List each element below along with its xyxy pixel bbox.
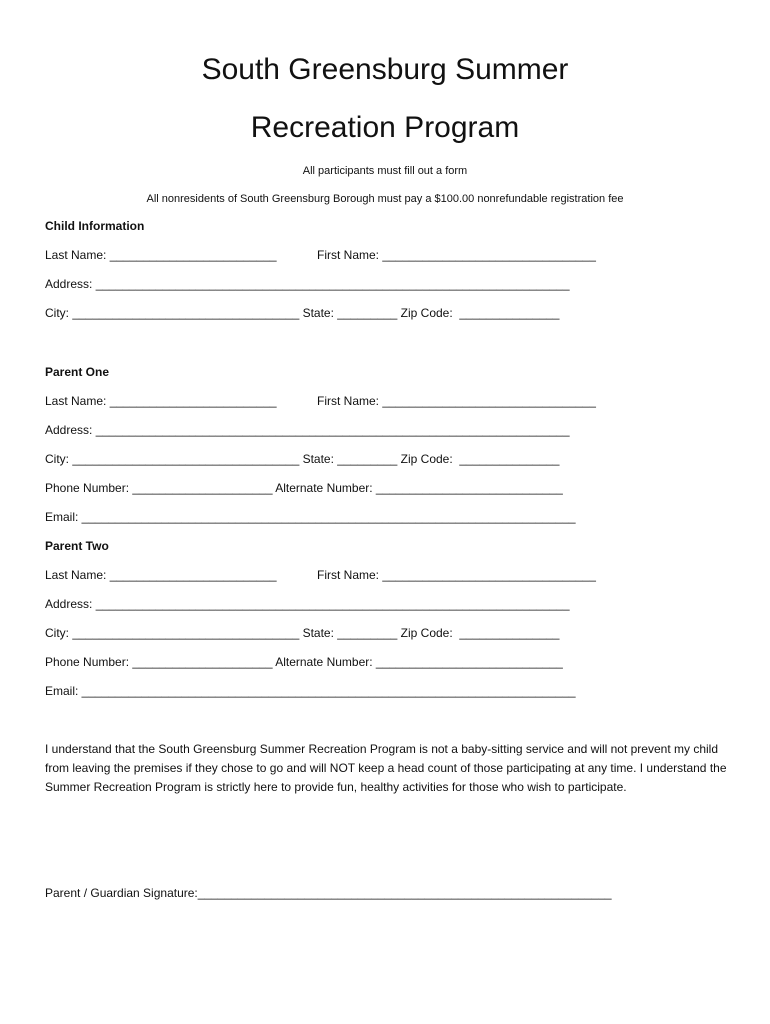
parent-one-city-state-zip-field[interactable]: City: __________________________________ State: _________ Zip Code: _______________ [45,452,560,466]
parent-one-first-name-field[interactable]: First Name: ________________________________ [317,394,596,408]
parent-two-email-field[interactable]: Email: __________________________________________________________________________ [45,684,576,698]
understanding-statement: I understand that the South Greensburg Summer Recreation Program is not a baby-sitting service and will not prevent my child from leaving the premises if they chose to go and will NOT keep a head count of those participating at any time. I understand the Summer Recreation Program is strictly here to provide fun, healthy activities for those who wish to participate. [45,742,727,794]
child-information-heading: Child Information [45,219,145,233]
parent-one-last-name-field[interactable]: Last Name: _________________________ [45,394,277,408]
parent-one-heading: Parent One [45,365,110,379]
child-last-name-field[interactable]: Last Name: _________________________ [45,248,277,262]
parent-two-city-state-zip-field[interactable]: City: __________________________________ State: _________ Zip Code: _______________ [45,626,560,640]
form-title-line-1: South Greensburg Summer [201,53,569,86]
parent-guardian-signature-field[interactable]: Parent / Guardian Signature:______________________________________________________________ [45,886,612,900]
parent-two-first-name-field[interactable]: First Name: ________________________________ [317,568,596,582]
child-city-state-zip-field[interactable]: City: __________________________________ State: _________ Zip Code: _______________ [45,306,560,320]
parent-one-email-field[interactable]: Email: __________________________________________________________________________ [45,510,576,524]
child-first-name-field[interactable]: First Name: ________________________________ [317,248,596,262]
form-title-line-2: Recreation Program [250,111,520,144]
parent-two-address-field[interactable]: Address: _______________________________________________________________________ [45,597,570,611]
parent-one-phone-field[interactable]: Phone Number: _____________________ Alternate Number: ____________________________ [45,481,563,495]
parent-two-heading: Parent Two [45,539,109,553]
parent-two-phone-field[interactable]: Phone Number: _____________________ Alternate Number: ____________________________ [45,655,563,669]
nonresident-fee-note: All nonresidents of South Greensburg Borough must pay a $100.00 nonrefundable registration fee [146,193,624,205]
participants-note: All participants must fill out a form [302,165,468,177]
parent-one-address-field[interactable]: Address: _______________________________________________________________________ [45,423,570,437]
parent-two-last-name-field[interactable]: Last Name: _________________________ [45,568,277,582]
child-address-field[interactable]: Address: _______________________________________________________________________ [45,277,570,291]
